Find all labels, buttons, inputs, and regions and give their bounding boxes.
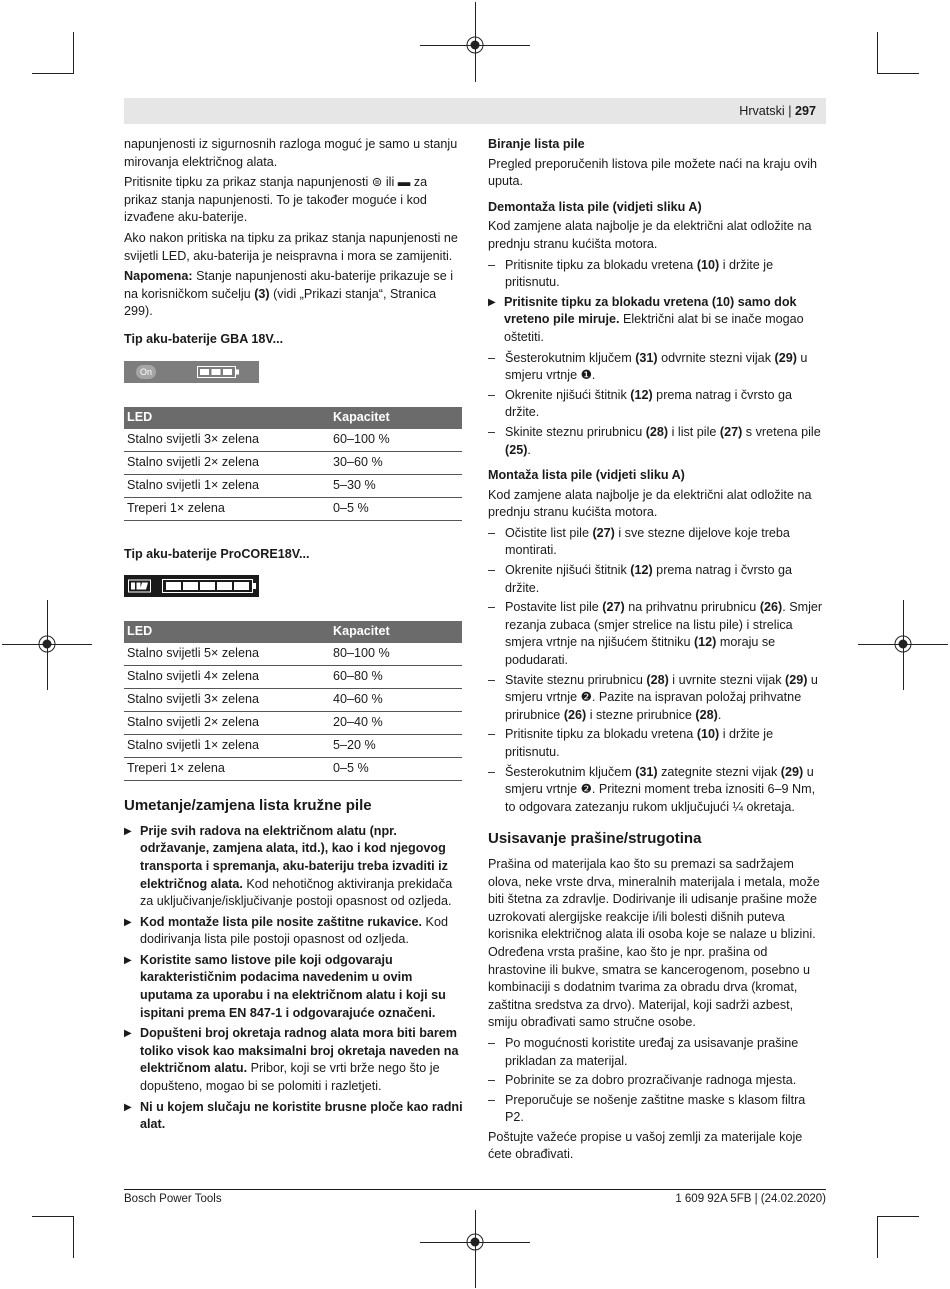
- table-cell: 80–100 %: [330, 643, 462, 666]
- item-text: i uvrnite stezni vijak: [668, 672, 785, 687]
- arrow-right-icon: ▶: [124, 1028, 132, 1040]
- ref-number: (28): [695, 707, 718, 722]
- registration-mark-icon: [466, 36, 484, 54]
- table-cell: Stalno svijetli 4× zelena: [124, 666, 330, 689]
- warning-bold: Dopušteni broj okretaja radnog alata mora biti barem toliko visok kao maksimalni broj okretaja naveden na električnom alatu.: [140, 1026, 459, 1076]
- paragraph: Pritisnite tipku za prikaz stanja napunjenosti ⊜ ili ▬ za prikaz stanja napunjenosti. To je također moguće i kod izvađene aku-baterije.: [124, 175, 428, 225]
- ref-number: (31): [635, 350, 658, 365]
- battery-type-title: Tip aku-baterije GBA 18V...: [124, 331, 284, 346]
- ref-number: (3): [254, 286, 270, 301]
- section-heading: Umetanje/zamjena lista kružne pile: [124, 797, 372, 815]
- ref-number: (12): [693, 635, 717, 650]
- paragraph: Pregled preporučenih listova pile možete naći na kraju ovih uputa.: [488, 156, 818, 189]
- table-header-capacity: Kapacitet: [330, 621, 462, 643]
- battery-level-icon: [128, 579, 256, 593]
- item-text: Postavite list pile: [505, 600, 603, 615]
- warning-item: [124, 1099, 464, 1134]
- ref-number: (26): [759, 600, 783, 615]
- table-cell: 5–20 %: [330, 735, 462, 758]
- item-text: i držite je pritisnutu.: [505, 257, 774, 290]
- table-row: [124, 758, 462, 781]
- header-text: [739, 103, 816, 121]
- item-text: prema natrag i čvrsto ga držite.: [505, 387, 792, 420]
- table-cell: Stalno svijetli 5× zelena: [124, 643, 330, 666]
- list-item: [488, 764, 826, 817]
- ref-number: (27): [602, 600, 625, 615]
- item-text: moraju se podudarati.: [505, 635, 776, 668]
- warning-text: Električni alat bi se inače mogao oštetiti.: [504, 312, 804, 344]
- subheading: Montaža lista pile (vidjeti sliku A): [488, 468, 685, 483]
- ref-number: (28): [646, 672, 669, 687]
- table-cell: Treperi 1× zelena: [124, 497, 330, 520]
- battery-type-title: Tip aku-baterije ProCORE18V...: [124, 546, 310, 561]
- warning-bold: Koristite samo listove pile koji odgovaraju karakterističnim podacima navedenim u ovim uputama za uporabu i na električnom alatu i koji su ispitani prema EN 847-1 i odgovarajuće označeni.: [140, 952, 446, 1020]
- ref-number: (29): [780, 764, 804, 779]
- led-table-procore: [124, 621, 462, 781]
- item-text: i držite je pritisnutu.: [505, 727, 774, 759]
- item-text: zategnite stezni vijak: [657, 764, 781, 779]
- table-row: [124, 429, 462, 452]
- subheading: Biranje lista pile: [488, 137, 585, 151]
- led-table-gba: [124, 407, 462, 521]
- page-number: 297: [794, 104, 816, 118]
- table-cell: Stalno svijetli 1× zelena: [124, 735, 330, 758]
- crop-mark: [877, 1216, 878, 1258]
- warning-bold: Ni u kojem slučaju ne koristite brusne ploče kao radni alat.: [140, 1099, 463, 1132]
- list-item: – Po mogućnosti koristite uređaj za usisavanje prašine prikladan za materijal.: [488, 1035, 826, 1070]
- list-item: [488, 257, 826, 292]
- ref-number: (25): [505, 442, 528, 457]
- registration-mark-icon: [38, 635, 56, 653]
- item-text: i sve stezne dijelove koje treba montirati.: [505, 525, 790, 558]
- note-label: Napomena:: [124, 269, 193, 284]
- ref-number: (10): [696, 727, 720, 742]
- item-text: na prihvatnu prirubnicu: [624, 600, 760, 615]
- item-text: Očistite list pile: [505, 525, 593, 540]
- on-button-icon: On: [136, 365, 156, 379]
- list-item: [488, 424, 826, 459]
- ref-number: (10): [696, 257, 720, 272]
- item-text: u smjeru vrtnje ❷. Pazite na ispravan položaj prihvatne prirubnice: [505, 672, 818, 722]
- header-separator: |: [788, 104, 792, 118]
- table-cell: Stalno svijetli 3× zelena: [124, 689, 330, 712]
- item-text: i stezne prirubnice: [586, 707, 696, 722]
- table-row: [124, 735, 462, 758]
- item-text: .: [527, 442, 531, 457]
- right-column: [488, 136, 826, 1167]
- warning-item: [124, 823, 464, 911]
- crop-mark: [877, 1216, 919, 1217]
- ref-number: (29): [785, 672, 808, 687]
- table-cell: 40–60 %: [330, 689, 462, 712]
- list-item: – Pobrinite se za dobro prozračivanje radnoga mjesta.: [488, 1072, 826, 1090]
- arrow-right-icon: ▶: [124, 825, 132, 837]
- table-cell: Stalno svijetli 1× zelena: [124, 474, 330, 497]
- crop-mark: [32, 73, 74, 74]
- warning-text: Kod dodirivanja lista pile postoji opasnost od ozljeda.: [140, 914, 448, 947]
- item-text: Stavite steznu prirubnicu: [505, 672, 647, 687]
- warning-bold: Prije svih radova na električnom alatu (npr. održavanje, zamjena alata, itd.), kao i kod njegovog transporta i spremanja, aku-bateriju treba izvaditi iz električnog alata.: [140, 823, 448, 891]
- table-cell: Stalno svijetli 2× zelena: [124, 451, 330, 474]
- item-text: prema natrag i čvrsto ga držite.: [505, 563, 792, 595]
- note-text: Stanje napunjenosti aku-baterije prikazuje se i na korisničkom sučelju: [124, 269, 454, 301]
- page-header: [124, 98, 826, 124]
- warning-item: [124, 952, 464, 1022]
- item-text: Skinite steznu prirubnicu: [505, 424, 646, 439]
- crop-mark: [32, 1216, 74, 1217]
- note: [124, 268, 464, 321]
- paragraph: Ako nakon pritiska na tipku za prikaz stanja napunjenosti ne svijetli LED, aku-baterija je neispravna i mora se zamijeniti.: [124, 230, 458, 263]
- item-text: i list pile: [668, 424, 720, 439]
- footer-divider: [124, 1189, 826, 1190]
- item-text: Šesterokutnim ključem: [505, 764, 636, 779]
- table-cell: Treperi 1× zelena: [124, 758, 330, 781]
- list-item: [488, 599, 826, 669]
- warning-text: Kod nehotičnog aktiviranja prekidača za uključivanje/isključivanje postoji opasnost od ozljeda.: [140, 876, 453, 909]
- table-header-led: LED: [124, 621, 330, 643]
- arrow-right-icon: ▶: [488, 296, 496, 308]
- item-text: odvrnite stezni vijak: [657, 350, 775, 365]
- list-item: [488, 726, 826, 761]
- list-item: [488, 387, 826, 422]
- battery-procore-illustration: [124, 575, 259, 597]
- list-item: – Preporučuje se nošenje zaštitne maske s klasom filtra P2.: [488, 1092, 826, 1127]
- subheading: Demontaža lista pile (vidjeti sliku A): [488, 199, 702, 214]
- table-cell: 60–80 %: [330, 666, 462, 689]
- table-cell: 60–100 %: [330, 429, 462, 452]
- table-header-led: LED: [124, 407, 330, 429]
- table-row: [124, 497, 462, 520]
- table-row: [124, 643, 462, 666]
- note-text: (vidi „Prikazi stanja“, Stranica 299).: [124, 286, 437, 319]
- left-column: [124, 136, 464, 1137]
- crop-mark: [877, 32, 878, 74]
- warning-item: [488, 294, 826, 347]
- table-row: [124, 689, 462, 712]
- crop-mark: [877, 73, 919, 74]
- arrow-right-icon: ▶: [124, 1101, 132, 1113]
- list-item: [488, 562, 826, 597]
- table-row: [124, 666, 462, 689]
- item-text: Šesterokutnim ključem: [505, 350, 636, 365]
- table-row: [124, 451, 462, 474]
- warning-text: Pribor, koji se vrti brže nego što je dopušteno, mogao bi se polomiti i razletjeti.: [140, 1061, 440, 1094]
- item-text: Okrenite njišući štitnik: [505, 563, 631, 578]
- paragraph: Kod zamjene alata najbolje je da električni alat odložite na prednju stranu kućišta motora.: [488, 487, 812, 520]
- battery-level-icon: [197, 366, 241, 378]
- battery-gba-illustration: [124, 361, 259, 383]
- paragraph: Prašina od materijala kao što su premazi sa sadržajem olova, neke vrste drva, mineralnih materijala i metala, može biti štetna za zdravlje. Dodirivanje ili udisanje prašine može uzrokovati alergijske reakcije i/ili bolesti dišnih puteva korisnika električnog alata ili osoba koje se nalaze u blizini. Određena vrsta prašine, kao što je npr. prašina od hrastovine ili bukve, smatra se kancerogenom, posebno u kombinaciji s dodatnim tvarima za obradu drva (kromat, zaštitna sredstva za drvo). Materijal, koji sadrži azbest, smiju obrađivati samo stručne osobe.: [488, 856, 820, 1030]
- ref-number: (29): [774, 350, 797, 365]
- section-heading: Usisavanje prašine/strugotina: [488, 830, 702, 848]
- footer-brand: Bosch Power Tools: [124, 1193, 222, 1205]
- warning-bold: Pritisnite tipku za blokadu vretena (10) samo dok vreteno pile miruje.: [504, 294, 797, 327]
- warning-item: [124, 914, 464, 949]
- table-cell: Stalno svijetli 2× zelena: [124, 712, 330, 735]
- ref-number: (26): [563, 707, 587, 722]
- table-cell: 0–5 %: [330, 758, 462, 781]
- ref-number: (12): [630, 387, 653, 402]
- registration-mark-icon: [894, 635, 912, 653]
- item-text: u smjeru vrtnje ❷. Pritezni moment treba iznositi 6–9 Nm, to odgovara zatezanju rukom uključujući ¼ okretaja.: [505, 764, 816, 814]
- arrow-right-icon: ▶: [124, 916, 132, 928]
- item-text: .: [717, 707, 722, 722]
- table-cell: Stalno svijetli 3× zelena: [124, 429, 330, 452]
- paragraph: Poštujte važeće propise u vašoj zemlji za materijale koje ćete obrađivati.: [488, 1129, 803, 1162]
- item-text: Pritisnite tipku za blokadu vretena: [505, 257, 697, 272]
- paragraph: Kod zamjene alata najbolje je da električni alat odložite na prednju stranu kućišta motora.: [488, 219, 812, 251]
- registration-mark-icon: [466, 1233, 484, 1251]
- footer-doc-number: 1 609 92A 5FB | (24.02.2020): [675, 1193, 826, 1205]
- table-header-capacity: Kapacitet: [330, 407, 462, 429]
- table-cell: 20–40 %: [330, 712, 462, 735]
- arrow-right-icon: ▶: [124, 954, 132, 966]
- table-cell: 30–60 %: [330, 451, 462, 474]
- table-row: [124, 474, 462, 497]
- list-item: [488, 350, 826, 385]
- ref-number: (27): [719, 424, 743, 439]
- paragraph: napunjenosti iz sigurnosnih razloga moguć je samo u stanju mirovanja električnog alata.: [124, 137, 458, 169]
- crop-mark: [73, 1216, 74, 1258]
- ref-number: (12): [630, 563, 653, 578]
- list-item: [488, 672, 826, 725]
- item-text: . Smjer rezanja zubaca (smjer strelice na listu pile) i strelica smjera vrtnje na njišućem štitniku: [505, 600, 823, 650]
- header-language: Hrvatski: [739, 104, 785, 118]
- crop-mark: [73, 32, 74, 74]
- list-item: [488, 525, 826, 560]
- ref-number: (31): [635, 764, 658, 779]
- item-text: Pritisnite tipku za blokadu vretena: [505, 727, 697, 742]
- table-row: [124, 712, 462, 735]
- warning-item: [124, 1025, 464, 1095]
- item-text: s vretena pile: [742, 424, 821, 439]
- table-cell: 5–30 %: [330, 474, 462, 497]
- item-text: Okrenite njišući štitnik: [505, 387, 631, 402]
- table-cell: 0–5 %: [330, 497, 462, 520]
- ref-number: (27): [592, 525, 615, 540]
- warning-bold: Kod montaže lista pile nosite zaštitne rukavice.: [140, 914, 423, 929]
- item-text: u smjeru vrtnje ❶.: [505, 350, 808, 383]
- ref-number: (28): [645, 424, 669, 439]
